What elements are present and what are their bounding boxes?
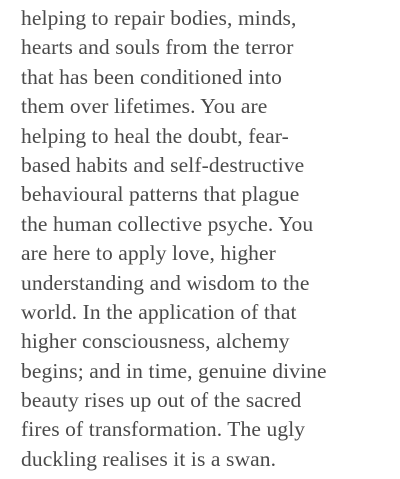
text-line: are here to apply love, higher bbox=[21, 241, 276, 266]
text-line: them over lifetimes. You are bbox=[21, 94, 268, 119]
text-line: helping to repair bodies, minds, bbox=[21, 6, 297, 30]
text-line: the human collective psyche. You bbox=[21, 211, 314, 236]
text-line: that has been conditioned into bbox=[21, 64, 282, 89]
text-line: understanding and wisdom to the bbox=[21, 270, 310, 295]
text-line: beauty rises up out of the sacred bbox=[21, 388, 302, 413]
text-line: begins; and in time, genuine divine bbox=[21, 358, 327, 383]
text-line: hearts and souls from the terror bbox=[21, 35, 294, 60]
text-line: helping to heal the doubt, fear- bbox=[21, 123, 289, 148]
text-line: behavioural patterns that plague bbox=[21, 182, 300, 207]
body-text bbox=[21, 4, 391, 474]
text-line: world. In the application of that bbox=[21, 299, 297, 324]
text-line: based habits and self-destructive bbox=[21, 152, 305, 177]
text-line: higher consciousness, alchemy bbox=[21, 329, 290, 354]
text-line: duckling realises it is a swan. bbox=[21, 446, 277, 471]
text-line: fires of transformation. The ugly bbox=[21, 417, 306, 442]
